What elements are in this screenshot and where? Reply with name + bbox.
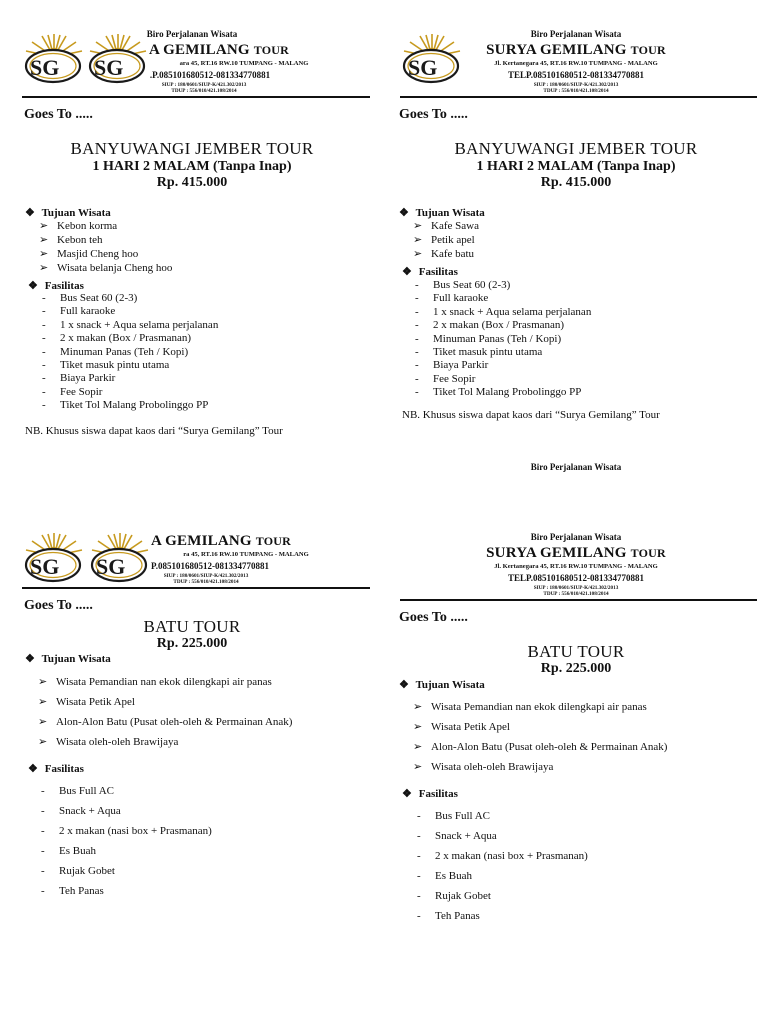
list-item xyxy=(417,826,588,846)
company-logo-icon xyxy=(22,33,86,85)
list-item xyxy=(415,292,591,305)
tour-title: BATU TOUR xyxy=(527,642,625,661)
dash-bullet: - xyxy=(42,345,46,358)
list-item-text: Wisata Petik Apel xyxy=(431,721,510,733)
facilities-heading: ❖ Fasilitas xyxy=(28,280,84,292)
list-item-text: Alon-Alon Batu (Pusat oleh-oleh & Permainan Anak) xyxy=(431,741,668,753)
list-item xyxy=(42,319,218,332)
list-item xyxy=(42,305,218,318)
destinations-list xyxy=(413,697,667,777)
list-item xyxy=(417,886,588,906)
list-item xyxy=(41,861,212,881)
list-item-text: Fee Sopir xyxy=(60,385,103,398)
destinations-heading: ❖ Tujuan Wisata xyxy=(399,679,485,691)
list-item xyxy=(42,292,218,305)
arrow-bullet-icon: ➢ xyxy=(39,220,49,232)
destinations-list xyxy=(38,672,292,752)
arrow-bullet-icon: ➢ xyxy=(38,736,48,748)
tdup-number: TDUP : 556/010/421.108/2014 xyxy=(171,88,237,94)
list-item xyxy=(417,906,588,926)
tour-title: BANYUWANGI JEMBER TOUR xyxy=(454,139,698,158)
list-item xyxy=(415,279,591,292)
list-item xyxy=(38,692,292,712)
list-item xyxy=(413,247,479,261)
header-divider xyxy=(22,587,370,589)
tour-title: BATU TOUR xyxy=(143,617,241,636)
address: Jl. Kertanegara 45, RT.16 RW.10 TUMPANG - MALANG xyxy=(494,60,658,67)
list-item xyxy=(42,346,218,359)
tdup-number: TDUP : 556/010/421.108/2014 xyxy=(173,579,239,585)
agency-label-fragment: Biro Perjalanan Wisata xyxy=(530,462,622,472)
letterhead xyxy=(0,500,384,600)
tour-price: Rp. 225.000 xyxy=(540,661,612,676)
arrow-bullet-icon: ➢ xyxy=(413,761,423,773)
brand-name: A GEMILANG TOUR xyxy=(149,42,289,58)
arrow-bullet-icon: ➢ xyxy=(413,741,423,753)
tdup-number: TDUP : 556/010/421.108/2014 xyxy=(543,88,609,94)
flyer-banyuwangi-1 xyxy=(0,0,384,480)
list-item xyxy=(413,219,479,233)
list-item-text: Wisata belanja Cheng hoo xyxy=(57,262,173,274)
arrow-bullet-icon: ➢ xyxy=(38,696,48,708)
destinations-heading: ❖ Tujuan Wisata xyxy=(25,653,111,665)
flyer-batu-2 xyxy=(384,500,768,1024)
list-item xyxy=(415,333,591,346)
list-item xyxy=(41,881,212,901)
goes-to-label: Goes To ..... xyxy=(399,107,468,122)
list-item xyxy=(413,233,479,247)
company-logo-icon xyxy=(22,532,86,584)
list-item xyxy=(417,866,588,886)
dash-bullet: - xyxy=(42,305,46,318)
brand-name: SURYA GEMILANG TOUR xyxy=(486,545,666,561)
list-item xyxy=(42,332,218,345)
list-item xyxy=(413,757,667,777)
list-item-text: Alon-Alon Batu (Pusat oleh-oleh & Permainan Anak) xyxy=(56,716,293,728)
list-item xyxy=(42,359,218,372)
list-item xyxy=(38,712,292,732)
list-item xyxy=(39,219,172,233)
list-item-text: 2 x makan (Box / Prasmanan) xyxy=(60,332,192,345)
siup-number: SIUP : 180/0601/SIUP-K/421.302/2013 xyxy=(533,585,619,591)
company-logo-icon xyxy=(88,532,152,584)
facilities-list xyxy=(41,781,212,901)
tour-duration: 1 HARI 2 MALAM (Tanpa Inap) xyxy=(476,159,676,174)
list-item-text: 2 x makan (nasi box + Prasmanan) xyxy=(59,825,212,837)
list-item-text: Kebon teh xyxy=(57,234,103,246)
dash-bullet: - xyxy=(42,399,46,412)
destinations-heading: ❖ Tujuan Wisata xyxy=(25,207,111,219)
list-item xyxy=(41,841,212,861)
address: ra 45, RT.16 RW.10 TUMPANG - MALANG xyxy=(183,551,309,558)
list-item xyxy=(39,233,172,247)
tour-price: Rp. 415.000 xyxy=(540,175,612,190)
dash-bullet: - xyxy=(415,279,419,291)
dash-bullet: - xyxy=(417,910,421,922)
dash-bullet: - xyxy=(41,785,45,797)
list-item xyxy=(42,399,218,412)
brand-name: SURYA GEMILANG TOUR xyxy=(486,42,666,58)
dash-bullet: - xyxy=(415,372,419,385)
list-item-text: Rujak Gobet xyxy=(435,890,491,902)
list-item-text: Biaya Parkir xyxy=(60,372,116,385)
list-item-text: Masjid Cheng hoo xyxy=(57,248,139,260)
list-item-text: Bus Seat 60 (2-3) xyxy=(433,279,511,291)
dash-bullet: - xyxy=(415,346,419,359)
arrow-bullet-icon: ➢ xyxy=(38,676,48,688)
list-item-text: Kafe batu xyxy=(431,248,475,260)
dash-bullet: - xyxy=(42,318,46,331)
list-item xyxy=(38,672,292,692)
dash-bullet: - xyxy=(415,332,419,345)
agency-label: Biro Perjalanan Wisata xyxy=(530,29,622,39)
facilities-heading: ❖ Fasilitas xyxy=(402,788,458,800)
list-item-text: Petik apel xyxy=(431,234,475,246)
destinations-list xyxy=(39,219,172,275)
destinations-list xyxy=(413,219,479,261)
dash-bullet: - xyxy=(42,385,46,398)
list-item-text: Teh Panas xyxy=(59,885,104,897)
dash-bullet: - xyxy=(417,850,421,862)
list-item-text: Kafe Sawa xyxy=(431,220,479,232)
dash-bullet: - xyxy=(415,292,419,305)
tour-duration: 1 HARI 2 MALAM (Tanpa Inap) xyxy=(92,159,292,174)
note-text: NB. Khusus siswa dapat kaos dari “Surya Gemilang” Tour xyxy=(402,409,660,421)
diamond-bullet-icon: ❖ xyxy=(402,788,412,800)
tour-title: BANYUWANGI JEMBER TOUR xyxy=(70,139,314,158)
list-item xyxy=(417,846,588,866)
facilities-list xyxy=(415,279,591,400)
list-item-text: Wisata Pemandian nan ekok dilengkapi air panas xyxy=(431,701,647,713)
phone: TELP.085101680512-081334770881 xyxy=(508,70,644,80)
list-item xyxy=(415,319,591,332)
diamond-bullet-icon: ❖ xyxy=(25,207,35,219)
company-logo-icon xyxy=(86,33,150,85)
list-item-text: Full karaoke xyxy=(60,305,116,318)
list-item-text: Es Buah xyxy=(59,845,96,857)
dash-bullet: - xyxy=(415,359,419,372)
facilities-heading: ❖ Fasilitas xyxy=(28,763,84,775)
dash-bullet: - xyxy=(42,359,46,372)
list-item xyxy=(41,821,212,841)
list-item-text: Wisata oleh-oleh Brawijaya xyxy=(56,736,179,748)
list-item-text: Minuman Panas (Teh / Kopi) xyxy=(433,332,562,345)
header-divider xyxy=(400,599,757,601)
phone: P.085101680512-081334770881 xyxy=(151,561,269,571)
list-item-text: 2 x makan (nasi box + Prasmanan) xyxy=(435,850,588,862)
dash-bullet: - xyxy=(415,305,419,318)
goes-to-label: Goes To ..... xyxy=(24,598,93,613)
arrow-bullet-icon: ➢ xyxy=(39,234,49,246)
list-item xyxy=(415,386,591,399)
list-item-text: Full karaoke xyxy=(433,292,489,305)
siup-number: SIUP : 180/0601/SIUP-K/421.302/2013 xyxy=(533,82,619,88)
diamond-bullet-icon: ❖ xyxy=(28,763,38,775)
list-item xyxy=(38,732,292,752)
list-item-text: 2 x makan (Box / Prasmanan) xyxy=(433,319,565,332)
list-item-text: Biaya Parkir xyxy=(433,359,489,372)
address: ara 45, RT.16 RW.10 TUMPANG - MALANG xyxy=(179,60,309,67)
facilities-list xyxy=(42,292,218,413)
note-text: NB. Khusus siswa dapat kaos dari “Surya Gemilang” Tour xyxy=(25,425,283,437)
phone: TELP.085101680512-081334770881 xyxy=(508,573,644,583)
dash-bullet: - xyxy=(42,292,46,304)
arrow-bullet-icon: ➢ xyxy=(38,716,48,728)
dash-bullet: - xyxy=(417,830,421,842)
list-item-text: 1 x snack + Aqua selama perjalanan xyxy=(60,318,219,331)
letterhead xyxy=(384,0,768,100)
list-item-text: Wisata oleh-oleh Brawijaya xyxy=(431,761,554,773)
list-item-text: Tiket masuk pintu utama xyxy=(60,359,170,372)
goes-to-label: Goes To ..... xyxy=(24,107,93,122)
list-item-text: Wisata Pemandian nan ekok dilengkapi air panas xyxy=(56,676,272,688)
list-item-text: Bus Full AC xyxy=(435,810,491,822)
list-item xyxy=(39,247,172,261)
list-item xyxy=(39,261,172,275)
dash-bullet: - xyxy=(41,805,45,817)
tour-price: Rp. 415.000 xyxy=(156,175,228,190)
dash-bullet: - xyxy=(42,332,46,345)
flyer-batu-1 xyxy=(0,500,384,1024)
arrow-bullet-icon: ➢ xyxy=(413,234,423,246)
tdup-number: TDUP : 556/010/421.108/2014 xyxy=(543,591,609,597)
dash-bullet: - xyxy=(415,319,419,332)
list-item-text: Snack + Aqua xyxy=(435,830,497,842)
facilities-list xyxy=(417,806,588,926)
company-logo-icon xyxy=(400,33,464,85)
diamond-bullet-icon: ❖ xyxy=(399,679,409,691)
list-item-text: Teh Panas xyxy=(435,910,480,922)
list-item xyxy=(417,806,588,826)
list-item xyxy=(415,346,591,359)
dash-bullet: - xyxy=(41,845,45,857)
destinations-heading: ❖ Tujuan Wisata xyxy=(399,207,485,219)
list-item xyxy=(415,373,591,386)
dash-bullet: - xyxy=(42,372,46,385)
list-item-text: 1 x snack + Aqua selama perjalanan xyxy=(433,305,592,318)
agency-label: Biro Perjalanan Wisata xyxy=(530,532,622,542)
facilities-heading: ❖ Fasilitas xyxy=(402,266,458,278)
arrow-bullet-icon: ➢ xyxy=(413,721,423,733)
list-item xyxy=(41,781,212,801)
siup-number: SIUP : 180/0601/SIUP-K/421.302/2013 xyxy=(161,82,247,88)
address: Jl. Kertanegara 45, RT.16 RW.10 TUMPANG - MALANG xyxy=(494,563,658,570)
letterhead xyxy=(0,0,384,100)
list-item xyxy=(415,306,591,319)
diamond-bullet-icon: ❖ xyxy=(28,280,38,292)
list-item-text: Minuman Panas (Teh / Kopi) xyxy=(60,345,189,358)
siup-number: SIUP : 180/0601/SIUP-K/421.302/2013 xyxy=(163,573,249,579)
arrow-bullet-icon: ➢ xyxy=(39,248,49,260)
diamond-bullet-icon: ❖ xyxy=(25,653,35,665)
dash-bullet: - xyxy=(417,810,421,822)
list-item-text: Bus Full AC xyxy=(59,785,115,797)
header-divider xyxy=(22,96,370,98)
list-item-text: Bus Seat 60 (2-3) xyxy=(60,292,138,304)
dash-bullet: - xyxy=(41,865,45,877)
list-item-text: Kebon korma xyxy=(57,220,118,232)
arrow-bullet-icon: ➢ xyxy=(413,220,423,232)
arrow-bullet-icon: ➢ xyxy=(39,262,49,274)
list-item-text: Snack + Aqua xyxy=(59,805,121,817)
dash-bullet: - xyxy=(415,386,419,399)
dash-bullet: - xyxy=(41,825,45,837)
brand-name: A GEMILANG TOUR xyxy=(151,533,291,549)
list-item xyxy=(415,359,591,372)
diamond-bullet-icon: ❖ xyxy=(399,207,409,219)
phone: .P.085101680512-081334770881 xyxy=(149,70,271,80)
flyer-banyuwangi-2 xyxy=(384,0,768,480)
list-item-text: Tiket masuk pintu utama xyxy=(433,346,543,359)
list-item xyxy=(41,801,212,821)
dash-bullet: - xyxy=(417,870,421,882)
header-divider xyxy=(400,96,757,98)
list-item-text: Wisata Petik Apel xyxy=(56,696,135,708)
list-item xyxy=(413,697,667,717)
list-item-text: Fee Sopir xyxy=(433,372,476,385)
list-item-text: Tiket Tol Malang Probolinggo PP xyxy=(433,386,582,399)
dash-bullet: - xyxy=(41,885,45,897)
dash-bullet: - xyxy=(417,890,421,902)
list-item xyxy=(413,717,667,737)
tour-price: Rp. 225.000 xyxy=(156,636,228,651)
agency-label: Biro Perjalanan Wisata xyxy=(146,29,238,39)
list-item xyxy=(42,386,218,399)
letterhead xyxy=(384,500,768,600)
list-item-text: Es Buah xyxy=(435,870,472,882)
goes-to-label: Goes To ..... xyxy=(399,610,468,625)
list-item xyxy=(413,737,667,757)
arrow-bullet-icon: ➢ xyxy=(413,701,423,713)
arrow-bullet-icon: ➢ xyxy=(413,248,423,260)
list-item-text: Tiket Tol Malang Probolinggo PP xyxy=(60,399,209,412)
list-item-text: Rujak Gobet xyxy=(59,865,115,877)
diamond-bullet-icon: ❖ xyxy=(402,266,412,278)
list-item xyxy=(42,372,218,385)
